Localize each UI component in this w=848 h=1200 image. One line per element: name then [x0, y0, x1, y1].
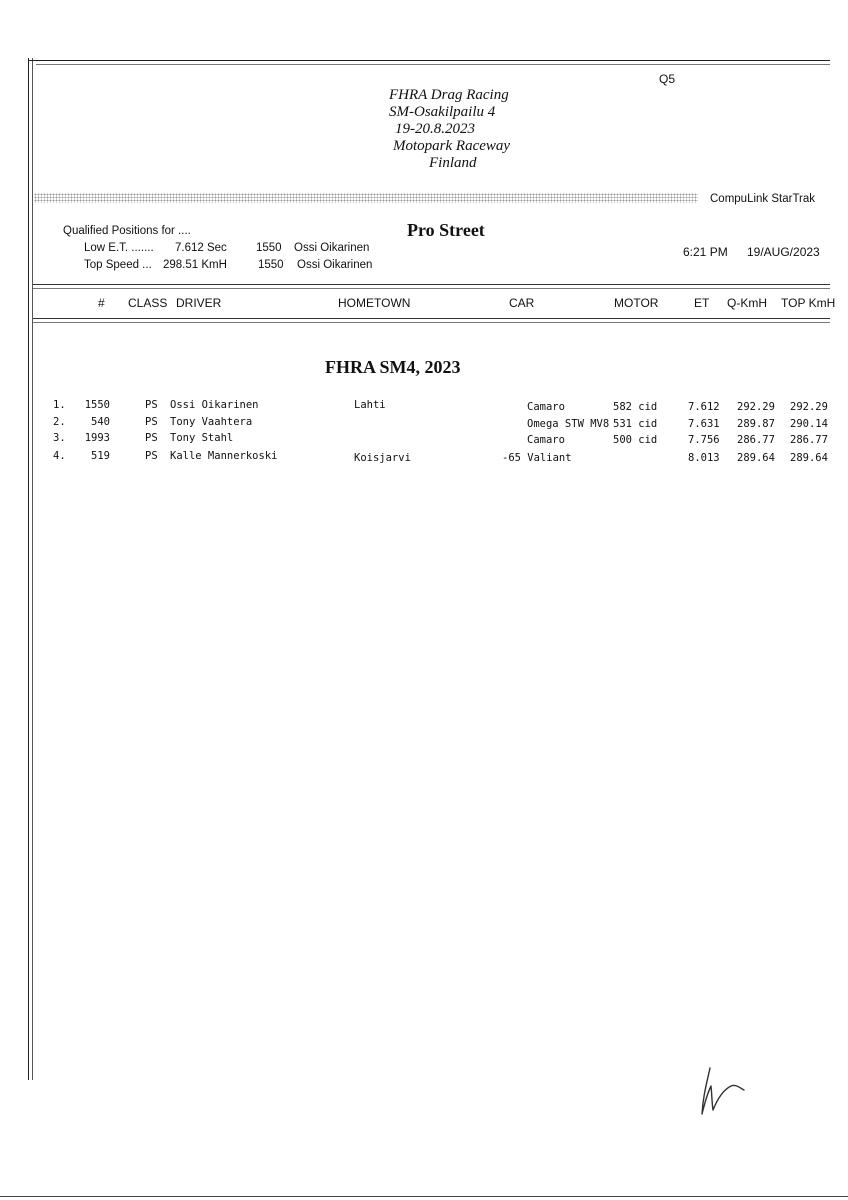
row-et: 7.756	[688, 434, 720, 446]
row-qkmh: 286.77	[737, 434, 775, 446]
frame-top-border-inner	[36, 64, 830, 65]
row-driver: Kalle Mannerkoski	[170, 450, 278, 462]
low-et-label: Low E.T. .......	[84, 242, 154, 254]
col-header-et: ET	[694, 296, 710, 310]
event-line-5: Finland	[429, 155, 477, 171]
row-topkmh: 286.77	[790, 434, 828, 446]
header-rule-top	[33, 284, 830, 285]
top-speed-driver: Ossi Oikarinen	[297, 259, 373, 271]
low-et-driver: Ossi Oikarinen	[294, 242, 370, 254]
row-number: 540	[91, 416, 110, 428]
row-motor: 531 cid	[613, 418, 658, 430]
row-et: 8.013	[688, 452, 720, 464]
col-header-class: CLASS	[128, 296, 168, 310]
dotted-separator	[34, 193, 698, 203]
top-speed-number: 1550	[258, 259, 284, 271]
row-driver: Tony Stahl	[170, 432, 234, 444]
row-topkmh: 289.64	[790, 452, 828, 464]
row-topkmh: 292.29	[790, 401, 828, 413]
low-et-number: 1550	[256, 242, 282, 254]
col-header-topkmh: TOP KmH	[781, 296, 836, 310]
report-date: 19/AUG/2023	[747, 245, 820, 259]
row-et: 7.612	[688, 401, 720, 413]
row-et: 7.631	[688, 418, 720, 430]
row-car: Omega STW MV8	[527, 418, 610, 430]
row-motor: 582 cid	[613, 401, 658, 413]
row-number: 1550	[84, 399, 110, 411]
row-car: Camaro	[527, 434, 565, 446]
row-car: -65 Valiant	[502, 452, 572, 464]
system-name: CompuLink StarTrak	[710, 193, 816, 205]
row-topkmh: 290.14	[790, 418, 828, 430]
low-et-value: 7.612 Sec	[175, 242, 227, 254]
col-header-motor: MOTOR	[614, 296, 659, 310]
row-position: 4.	[53, 450, 66, 462]
row-driver: Ossi Oikarinen	[170, 399, 259, 411]
top-speed-value: 298.51 KmH	[163, 259, 227, 271]
row-qkmh: 289.87	[737, 418, 775, 430]
class-title: Pro Street	[407, 220, 485, 240]
row-position: 2.	[53, 416, 66, 428]
col-header-driver: DRIVER	[176, 296, 222, 310]
row-number: 1993	[84, 432, 110, 444]
row-class: PS	[145, 432, 158, 444]
col-header-number: #	[98, 296, 105, 310]
report-time: 6:21 PM	[683, 245, 728, 259]
row-motor: 500 cid	[613, 434, 658, 446]
frame-left-border	[28, 58, 29, 1080]
qualified-title: Qualified Positions for ....	[63, 225, 191, 237]
event-line-3: 19-20.8.2023	[395, 121, 475, 137]
frame-left-border-inner	[32, 58, 33, 1080]
header-rule-bottom-2	[33, 322, 830, 323]
report-code: Q5	[659, 72, 676, 86]
row-qkmh: 289.64	[737, 452, 775, 464]
row-hometown: Lahti	[354, 399, 386, 411]
event-line-4: Motopark Raceway	[393, 138, 511, 154]
row-position: 3.	[53, 432, 66, 444]
header-rule-top-2	[33, 288, 830, 289]
col-header-hometown: HOMETOWN	[338, 296, 411, 310]
row-qkmh: 292.29	[737, 401, 775, 413]
row-number: 519	[91, 450, 110, 462]
frame-top-border	[28, 60, 830, 61]
signature-mark	[698, 1062, 758, 1122]
row-car: Camaro	[527, 401, 565, 413]
row-class: PS	[145, 399, 158, 411]
header-rule-bottom	[33, 318, 830, 319]
col-header-car: CAR	[509, 296, 535, 310]
top-speed-label: Top Speed ...	[84, 259, 152, 271]
page-bottom-line	[0, 1196, 848, 1197]
row-position: 1.	[53, 399, 66, 411]
row-class: PS	[145, 416, 158, 428]
section-title: FHRA SM4, 2023	[325, 357, 461, 377]
col-header-qkmh: Q-KmH	[727, 296, 767, 310]
event-line-1: FHRA Drag Racing	[389, 87, 509, 103]
row-hometown: Koisjarvi	[354, 452, 411, 464]
row-driver: Tony Vaahtera	[170, 416, 253, 428]
row-class: PS	[145, 450, 158, 462]
event-line-2: SM-Osakilpailu 4	[389, 104, 496, 120]
